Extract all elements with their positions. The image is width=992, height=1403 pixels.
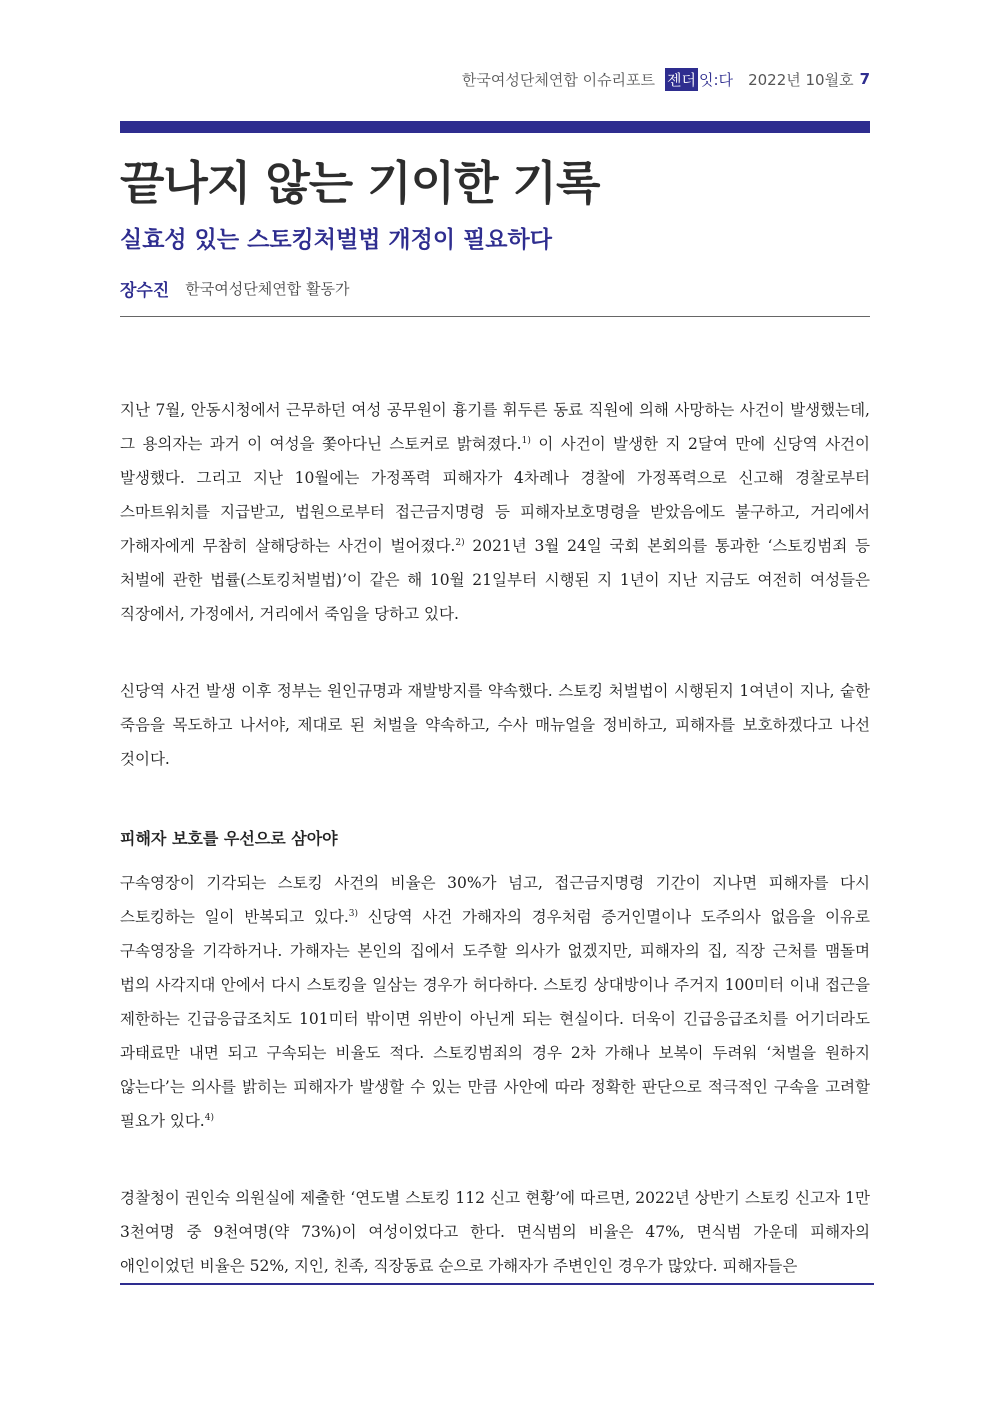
body-paragraph-4: 경찰청이 권인숙 의원실에 제출한 ‘연도별 스토킹 112 신고 현황’에 따르면, 2022년 상반기 스토킹 신고자 1만 3천여명 중 9천여명(약 73%)이 여성이었다고 한다. 면식범의 비율은 47%, 면식범 가운데 피해자의 애인이었던 비율은 52%, 지인, 친족, 직장동료 순으로 가해자가 주변인인 경우가 많았다. 피해자들은 xyxy=(120,1189,870,1275)
article-title: 끝나지 않는 기이한 기록 xyxy=(120,156,600,210)
article-subtitle: 실효성 있는 스토킹처벌법 개정이 필요하다 xyxy=(120,227,552,253)
footnote-ref-4: 4) xyxy=(204,1113,214,1123)
p3-sentence-2: 신당역 사건 가해자의 경우처럼 증거인멸이나 도주의사 없음을 이유로 구속영장을 기각하거나. 가해자는 본인의 집에서 도주할 의사가 없겠지만, 피해자의 집, 직장 근처를 맴돌며 법의 사각지대 안에서 다시 스토킹을 일삼는 경우가 허다하다. 스토킹 상대방이나 주거지 100미터 이내 접근을 제한하는 긴급응급조치도 101미터 밖이면 위반이 아닌게 되는 현실이다. 더욱이 긴급응급조치를 어기더라도 과태료만 내면 되고 구속되는 비율도 적다. 스토킹범죄의 경우 2차 가해나 보복이 두려워 ‘처벌을 원하지 않는다’는 의사를 밝히는 피해자가 발생할 수 있는 만큼 사안에 따라 정확한 판단으로 적극적인 구속을 고려할 필요가 있다. xyxy=(120,908,870,1130)
footnote-ref-2: 2) xyxy=(455,538,465,548)
page-number: 7 xyxy=(859,70,870,88)
brand-logo-part1: 젠더 xyxy=(665,68,698,91)
footnote-ref-1: 1) xyxy=(521,436,531,446)
body-paragraph-1 xyxy=(120,393,870,631)
running-header xyxy=(462,66,870,92)
footer-rule xyxy=(120,1283,874,1285)
p1-sentence-1: 지난 7월, 안동시청에서 근무하던 여성 공무원이 흉기를 휘두른 동료 직원에 의해 사망하는 사건이 발생했는데, 그 용의자는 과거 이 여성을 쫓아다닌 스토커로 밝혀졌다. xyxy=(120,401,870,453)
body-paragraph-2: 신당역 사건 발생 이후 정부는 원인규명과 재발방지를 약속했다. 스토킹 처벌법이 시행된지 1여년이 지나, 숱한 죽음을 목도하고 나서야, 제대로 된 처벌을 약속하고, 수사 매뉴얼을 정비하고, 피해자를 보호하겠다고 나선 것이다. xyxy=(120,682,870,768)
section-heading: 피해자 보호를 우선으로 삼아야 xyxy=(120,829,338,848)
byline xyxy=(120,273,349,303)
author-name: 장수진 xyxy=(120,280,170,301)
brand-logo-part2: 잇:다 xyxy=(699,70,734,89)
issue-date: 2022년 10월호 xyxy=(748,70,854,89)
p3-sentence-1: 구속영장이 기각되는 스토킹 사건의 비율은 30%가 넘고, 접근금지명령 기간이 지나면 피해자를 다시 스토킹하는 일이 반복되고 있다. xyxy=(120,874,870,926)
footnote-ref-3: 3) xyxy=(348,909,358,919)
brand-logo xyxy=(665,68,734,91)
byline-divider xyxy=(120,316,870,317)
publication-name: 한국여성단체연합 이슈리포트 xyxy=(461,70,656,89)
p1-sentence-2: 이 사건이 발생한 지 2달여 만에 신당역 사건이 발생했다. 그리고 지난 10월에는 가정폭력 피해자가 4차례나 경찰에 가정폭력으로 신고해 경찰로부터 스마트워치를 지급받고, 법원으로부터 접근금지명령 등 피해자보호명령을 받았음에도 불구하고, 거리에서 가해자에게 무참히 살해당하는 사건이 벌어졌다. xyxy=(120,435,871,555)
p1-sentence-3: 2021년 3월 24일 국회 본회의를 통과한 ‘스토킹범죄 등 처벌에 관한 법률(스토킹처벌법)’이 같은 해 10월 21일부터 시행된 지 1년이 지난 지금도 여전히 여성들은 직장에서, 가정에서, 거리에서 죽임을 당하고 있다. xyxy=(120,537,870,623)
body-paragraph-3 xyxy=(120,866,870,1138)
title-top-bar xyxy=(120,121,870,133)
author-affiliation: 한국여성단체연합 활동가 xyxy=(185,279,350,298)
